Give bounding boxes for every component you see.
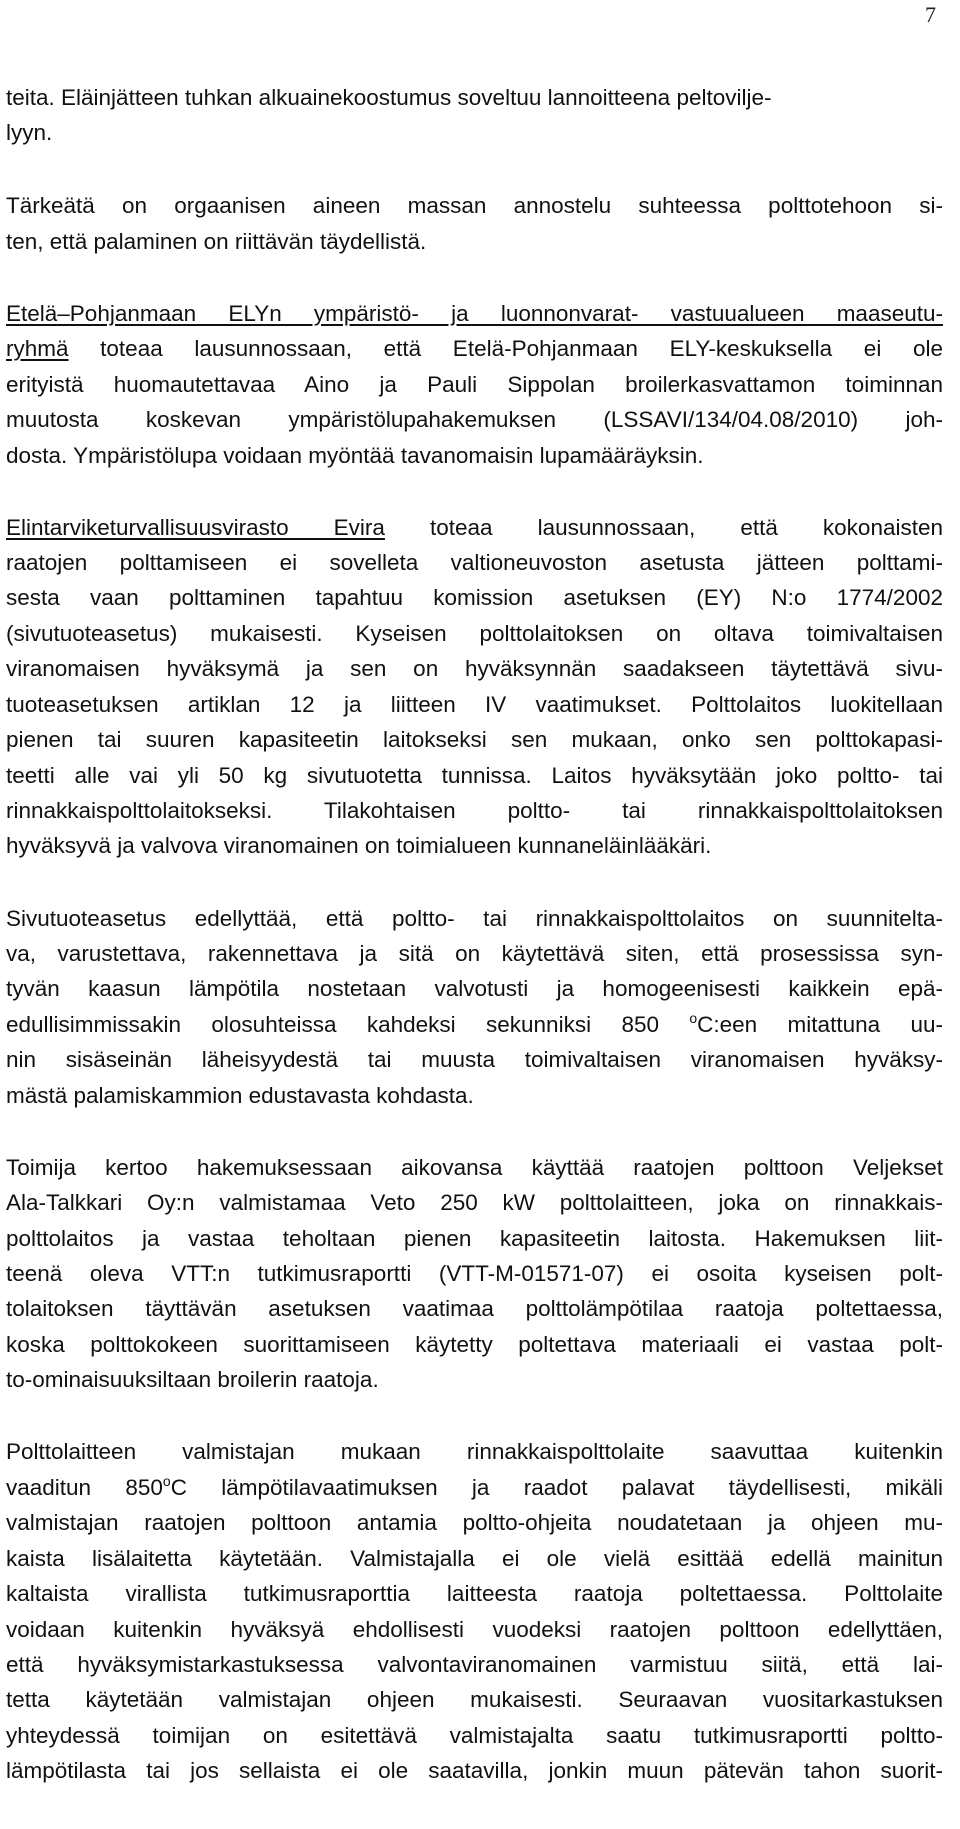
text-line [6, 1721, 943, 1751]
page-number: 7 [925, 2, 936, 27]
text-segment: ryhmä [6, 336, 69, 361]
text-line [6, 654, 943, 684]
text-line [6, 1081, 474, 1111]
text-line [6, 1010, 943, 1040]
text-line [6, 761, 943, 791]
text-line [6, 1544, 943, 1574]
text-line [6, 583, 943, 613]
text-segment: vaaditun 850 [6, 1475, 163, 1500]
text-line [6, 619, 943, 649]
text-segment: teenä oleva VTT:n tutkimusraportti (VTT-M-01571-07) ei osoita kyseisen polt- [6, 1261, 943, 1286]
text-segment: kaista lisälaitetta käytetään. Valmistajalla ei ole vielä esittää edellä mainitun [6, 1546, 943, 1571]
text-line [6, 1508, 943, 1538]
text-segment: toteaa lausunnossaan, että kokonaisten [384, 515, 943, 540]
text-line [6, 1437, 943, 1467]
text-line [6, 1756, 943, 1786]
text-segment: tolaitoksen täyttävän asetuksen vaatimaa polttolämpötilaa raatoja poltettaessa, [6, 1296, 943, 1321]
text-segment: pienen tai suuren kapasiteetin laitokseksi sen mukaan, onko sen polttokapasi- [6, 727, 943, 752]
text-segment: teita. Eläinjätteen tuhkan alkuainekoostumus soveltuu lannoitteena peltovilje- [6, 85, 772, 110]
text-segment: va, varustettava, rakennettava ja sitä on käytettävä siten, että prosessissa syn- [6, 941, 943, 966]
text-segment: nin sisäseinän läheisyydestä tai muusta toimivaltaisen viranomaisen hyväksy- [6, 1047, 943, 1072]
text-segment: Elintarviketurvallisuusvirasto Evira [6, 515, 385, 540]
text-segment: viranomaisen hyväksymä ja sen on hyväksynnän saadakseen täytettävä sivu- [6, 656, 943, 681]
text-line [6, 191, 943, 221]
text-segment: Toimija kertoo hakemuksessaan aikovansa käyttää raatojen polttoon Veljekset [6, 1155, 943, 1180]
text-line [6, 1330, 943, 1360]
text-segment: lyyn. [6, 120, 53, 145]
text-segment: rinnakkaispolttolaitokseksi. Tilakohtaisen poltto- tai rinnakkaispolttolaitoksen [6, 798, 943, 823]
text-line [6, 1188, 943, 1218]
text-line [6, 83, 772, 113]
text-line [6, 548, 943, 578]
text-line [6, 1579, 943, 1609]
text-line [6, 1473, 943, 1503]
text-segment: tuoteasetuksen artiklan 12 ja liitteen IV vaatimukset. Polttolaitos luokitellaan [6, 692, 943, 717]
text-segment: Tärkeätä on orgaanisen aineen massan annostelu suhteessa polttotehoon si- [6, 193, 943, 218]
text-segment: mästä palamiskammion edustavasta kohdasta. [6, 1083, 474, 1108]
text-segment: hyväksyvä ja valvova viranomainen on toimialueen kunnaneläinlääkäri. [6, 833, 712, 858]
text-segment: koska polttokokeen suorittamiseen käytetty poltettava materiaali ei vastaa polt- [6, 1332, 943, 1357]
text-line [6, 513, 943, 543]
text-segment: lämpötilasta tai jos sellaista ei ole saatavilla, jonkin muun pätevän tahon suorit- [6, 1758, 943, 1783]
superscript-degree: o [689, 1010, 698, 1026]
text-segment: polttolaitos ja vastaa teholtaan pienen kapasiteetin laitosta. Hakemuksen liit- [6, 1226, 943, 1251]
text-line [6, 1224, 943, 1254]
text-line [6, 334, 943, 364]
text-segment: teetti alle vai yli 50 kg sivutuotetta tunnissa. Laitos hyväksytään joko poltto- tai [6, 763, 943, 788]
text-segment: C lämpötilavaatimuksen ja raadot palavat täydellisesti, mikäli [170, 1475, 943, 1500]
text-segment: C:een mitattuna uu- [697, 1012, 943, 1037]
text-segment: kaltaista virallista tutkimusraporttia laitteesta raatoja poltettaessa. Polttolaite [6, 1581, 943, 1606]
text-segment: sesta vaan polttaminen tapahtuu komission asetuksen (EY) N:o 1774/2002 [6, 585, 943, 610]
text-segment: raatojen polttamiseen ei sovelleta valtioneuvoston asetusta jätteen polttami- [6, 550, 943, 575]
text-segment: (sivutuoteasetus) mukaisesti. Kyseisen polttolaitoksen on oltava toimivaltaisen [6, 621, 943, 646]
text-line [6, 1045, 943, 1075]
text-line [6, 974, 943, 1004]
text-segment: yhteydessä toimijan on esitettävä valmistajalta saatu tutkimusraportti poltto- [6, 1723, 943, 1748]
text-line [6, 405, 943, 435]
text-segment: Ala-Talkkari Oy:n valmistamaa Veto 250 kW polttolaitteen, joka on rinnakkais- [6, 1190, 943, 1215]
text-line [6, 1615, 943, 1645]
text-segment: dosta. Ympäristölupa voidaan myöntää tavanomaisin lupamääräyksin. [6, 443, 704, 468]
text-line [6, 939, 943, 969]
text-segment: Sivutuoteasetus edellyttää, että poltto- tai rinnakkaispolttolaitos on suunniteltа- [6, 906, 943, 931]
text-line [6, 370, 943, 400]
text-segment: tyvän kaasun lämpötila nostetaan valvotusti ja homogeenisesti kaikkein epä- [6, 976, 943, 1001]
text-segment: tetta käytetään valmistajan ohjeen mukaisesti. Seuraavan vuositarkastuksen [6, 1687, 943, 1712]
text-line [6, 1365, 379, 1395]
text-segment: ten, että palaminen on riittävän täydellistä. [6, 229, 427, 254]
text-segment: muutosta koskevan ympäristölupahakemuksen (LSSAVI/134/04.08/2010) joh- [6, 407, 943, 432]
text-line [6, 690, 943, 720]
text-line [6, 831, 711, 861]
text-line [6, 1259, 943, 1289]
text-segment: edullisimmissakin olosuhteissa kahdeksi sekunniksi 850 [6, 1012, 690, 1037]
text-segment: Etelä–Pohjanmaan ELYn ympäristö- ja luonnonvarat- vastuualueen maaseutu- [6, 301, 943, 326]
text-line [6, 1650, 943, 1680]
text-segment: voidaan kuitenkin hyväksyä ehdollisesti vuodeksi raatojen polttoon edellyttäen, [6, 1617, 943, 1642]
text-segment: että hyväksymistarkastuksessa valvontaviranomainen varmistuu siitä, että lai- [6, 1652, 943, 1677]
text-segment: to-ominaisuuksiltaan broilerin raatoja. [6, 1367, 379, 1392]
text-line [6, 441, 703, 471]
text-line [6, 796, 943, 826]
text-line [6, 299, 943, 329]
text-line [6, 1294, 943, 1324]
text-line [6, 118, 52, 148]
text-line [6, 725, 943, 755]
text-line [6, 904, 943, 934]
text-segment: valmistajan raatojen polttoon antamia poltto-ohjeita noudatetaan ja ohjeen mu- [6, 1510, 943, 1535]
text-line [6, 227, 426, 257]
text-line [6, 1685, 943, 1715]
superscript-degree: o [162, 1473, 171, 1489]
text-segment: Polttolaitteen valmistajan mukaan rinnakkaispolttolaite saavuttaa kuitenkin [6, 1439, 943, 1464]
text-line [6, 1153, 943, 1183]
text-segment: erityistä huomautettavaa Aino ja Pauli Sippolan broilerkasvattamon toiminnan [6, 372, 943, 397]
text-segment: toteaa lausunnossaan, että Etelä-Pohjanmaan ELY-keskuksella ei ole [68, 336, 943, 361]
